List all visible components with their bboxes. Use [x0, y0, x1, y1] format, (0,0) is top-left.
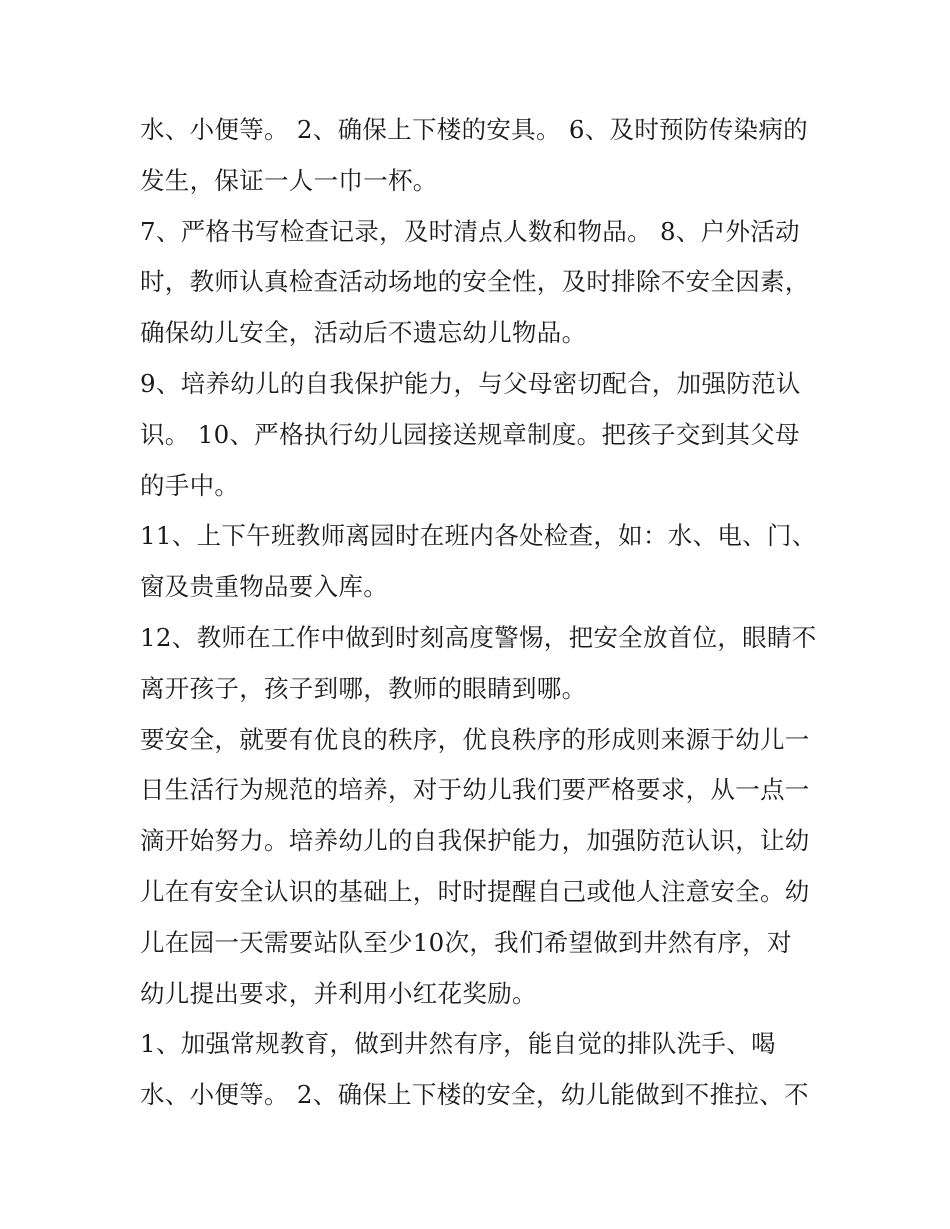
- text-line: 12、教师在工作中做到时刻高度警惕，把安全放首位，眼睛不: [140, 622, 817, 652]
- text-line: 幼儿提出要求，并利用小红花奖励。: [140, 978, 537, 1008]
- text-line: 儿在园一天需要站队至少10次，我们希望做到井然有序，对: [140, 927, 792, 957]
- text-line: 识。 10、严格执行幼儿园接送规章制度。把孩子交到其父母: [140, 419, 800, 449]
- text-line: 9、培养幼儿的自我保护能力，与父母密切配合，加强防范认: [140, 368, 801, 398]
- text-line: 7、严格书写检查记录，及时清点人数和物品。 8、户外活动: [140, 216, 800, 246]
- document-body: [140, 105, 820, 1121]
- text-line: 儿在有安全认识的基础上，时时提醒自己或他人注意安全。幼: [140, 876, 810, 906]
- text-line: 发生，保证一人一巾一杯。: [140, 165, 438, 195]
- text-line: 水、小便等。 2、确保上下楼的安具。 6、及时预防传染病的: [140, 115, 808, 144]
- text-line: 的手中。: [140, 470, 240, 500]
- text-line: 水、小便等。 2、确保上下楼的安全，幼儿能做到不推拉、不: [140, 1080, 809, 1110]
- text-line: 11、上下午班教师离园时在班内各处检查，如：水、电、门、: [140, 521, 817, 551]
- text-line: 窗及贵重物品要入库。: [140, 572, 388, 602]
- text-line: 要安全，就要有优良的秩序，优良秩序的形成则来源于幼儿一: [140, 724, 810, 754]
- text-line: 时，教师认真检查活动场地的安全性，及时排除不安全因素，: [140, 267, 810, 297]
- text-line: 滴开始努力。培养幼儿的自我保护能力，加强防范认识，让幼: [140, 826, 810, 856]
- text-line: 日生活行为规范的培养，对于幼儿我们要严格要求，从一点一: [140, 775, 810, 805]
- text-line: 1、加强常规教育，做到井然有序，能自觉的排队洗手、喝: [140, 1029, 776, 1059]
- text-line: 离开孩子，孩子到哪，教师的眼睛到哪。: [140, 673, 587, 703]
- text-line: 确保幼儿安全，活动后不遗忘幼儿物品。: [140, 318, 587, 348]
